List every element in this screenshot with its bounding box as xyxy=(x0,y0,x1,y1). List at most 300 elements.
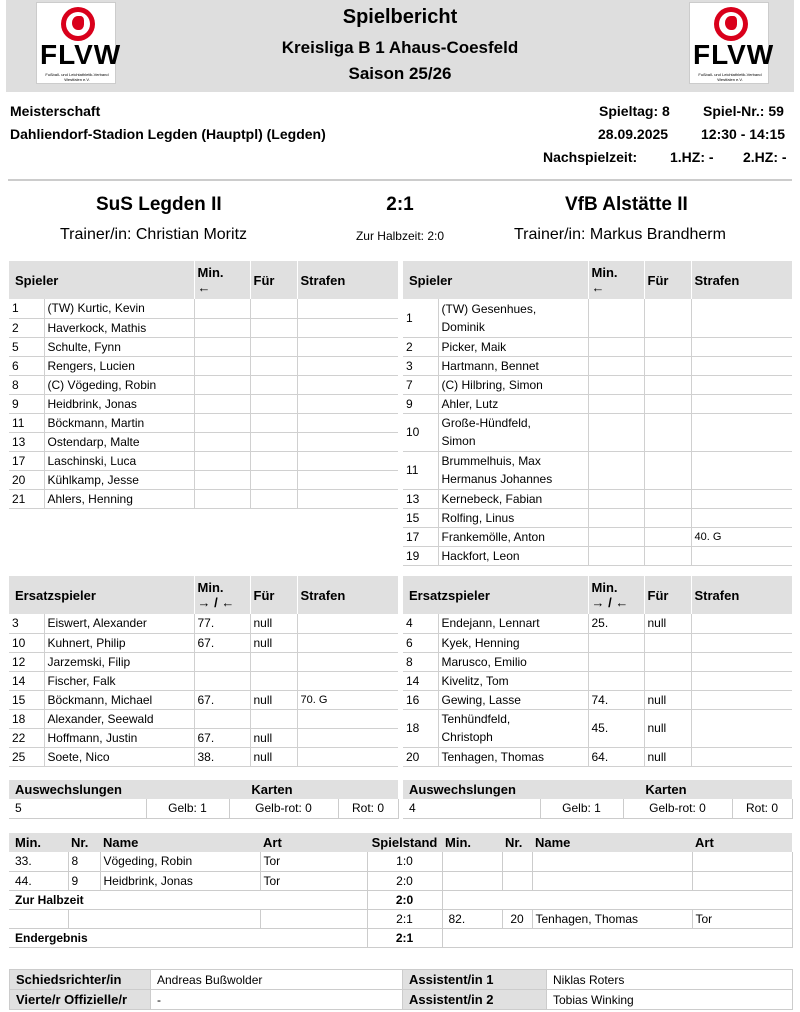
goal-minute: 33. xyxy=(9,852,68,871)
goal-type: Tor xyxy=(260,871,367,890)
player-number: 11 xyxy=(403,451,438,489)
player-minute xyxy=(194,394,250,413)
substitutions-count: 4 xyxy=(403,799,540,818)
player-row xyxy=(403,690,792,709)
player-row xyxy=(9,709,398,728)
player-penalty xyxy=(691,652,792,671)
player-penalty xyxy=(297,394,398,413)
officials-table xyxy=(9,969,793,1010)
player-for: null xyxy=(644,614,691,633)
player-penalty xyxy=(297,614,398,633)
final-row xyxy=(9,928,792,947)
player-penalty xyxy=(297,375,398,394)
player-for xyxy=(644,489,691,508)
player-for xyxy=(250,375,297,394)
player-row xyxy=(403,527,792,546)
player-number: 21 xyxy=(9,489,44,508)
cards-header: Karten xyxy=(540,780,792,799)
player-number: 1 xyxy=(403,299,438,337)
substitutions-header: Auswechslungen xyxy=(403,780,540,799)
player-minute xyxy=(588,394,644,413)
player-for xyxy=(250,299,297,318)
yellow-red-cards: Gelb-rot: 0 xyxy=(229,799,338,818)
player-for: null xyxy=(250,614,297,633)
player-row xyxy=(403,451,792,489)
min-header: Min. → / ← xyxy=(194,576,250,614)
player-name: (TW) Gesenhues, Dominik xyxy=(438,299,588,337)
cards-header: Karten xyxy=(146,780,398,799)
goal-row xyxy=(9,871,792,890)
player-for xyxy=(250,709,297,728)
away-players-table xyxy=(403,261,793,566)
player-row xyxy=(403,413,792,451)
player-minute xyxy=(588,375,644,394)
extra-time-second-half: 2.HZ: - xyxy=(743,149,787,165)
away-subs-table xyxy=(403,576,793,767)
player-number: 8 xyxy=(403,652,438,671)
player-row xyxy=(9,489,398,508)
player-number: 16 xyxy=(403,690,438,709)
player-row xyxy=(403,546,792,565)
player-row xyxy=(9,671,398,690)
player-for: null xyxy=(250,690,297,709)
player-name: Kyek, Henning xyxy=(438,633,588,652)
logo-subtext: Fußball- und Leichtathletik-Verband Westfalen e.V. xyxy=(45,72,109,82)
player-minute xyxy=(588,508,644,527)
player-name: Marusco, Emilio xyxy=(438,652,588,671)
referee-label: Schiedsrichter/in xyxy=(10,970,151,990)
player-penalty xyxy=(691,489,792,508)
goal-minute: 82. xyxy=(442,909,502,928)
player-for: null xyxy=(250,633,297,652)
substitutions-header: Auswechslungen xyxy=(9,780,146,799)
venue: Dahliendorf-Stadion Legden (Hauptpl) (Legden) xyxy=(10,126,326,142)
player-name: Hoffmann, Justin xyxy=(44,728,194,747)
player-minute xyxy=(194,356,250,375)
player-minute xyxy=(194,375,250,394)
player-minute: 74. xyxy=(588,690,644,709)
assistant2-label: Assistent/in 2 xyxy=(403,990,547,1010)
player-row xyxy=(9,728,398,747)
goal-nr-header: Nr. xyxy=(502,833,532,852)
player-minute xyxy=(194,671,250,690)
player-name: Böckmann, Martin xyxy=(44,413,194,432)
player-number: 14 xyxy=(403,671,438,690)
player-row xyxy=(403,652,792,671)
player-for xyxy=(250,413,297,432)
goal-score: 1:0 xyxy=(367,852,442,871)
player-for xyxy=(250,356,297,375)
player-number: 17 xyxy=(9,451,44,470)
penalties-header: Strafen xyxy=(297,576,398,614)
player-row xyxy=(403,337,792,356)
player-penalty xyxy=(691,508,792,527)
player-minute: 77. xyxy=(194,614,250,633)
player-penalty: 40. G xyxy=(691,527,792,546)
player-name: Haverkock, Mathis xyxy=(44,318,194,337)
player-minute xyxy=(194,432,250,451)
player-number: 20 xyxy=(403,747,438,766)
logo-text: FLVW xyxy=(40,39,122,70)
extra-time-first-half: 1.HZ: - xyxy=(670,149,714,165)
player-minute xyxy=(194,451,250,470)
player-for xyxy=(644,527,691,546)
player-row xyxy=(9,470,398,489)
player-minute: 25. xyxy=(588,614,644,633)
player-number: 13 xyxy=(9,432,44,451)
player-number: 8 xyxy=(9,375,44,394)
player-penalty xyxy=(691,356,792,375)
goal-player-number: 9 xyxy=(68,871,100,890)
player-minute xyxy=(194,413,250,432)
referee-name: Andreas Bußwolder xyxy=(151,970,403,990)
goal-row xyxy=(9,852,792,871)
goal-min-header: Min. xyxy=(442,833,502,852)
player-row xyxy=(403,375,792,394)
match-time: 12:30 - 14:15 xyxy=(701,126,786,142)
player-minute xyxy=(588,451,644,489)
player-for xyxy=(644,508,691,527)
goal-name-header: Name xyxy=(532,833,692,852)
player-name: Große-Hündfeld, Simon xyxy=(438,413,588,451)
goal-player-number: 8 xyxy=(68,852,100,871)
player-penalty xyxy=(297,432,398,451)
assistant1-name: Niklas Roters xyxy=(547,970,793,990)
match-date: 28.09.2025 xyxy=(598,126,669,142)
player-penalty xyxy=(297,671,398,690)
player-number: 25 xyxy=(9,747,44,766)
player-number: 9 xyxy=(9,394,44,413)
player-number: 2 xyxy=(403,337,438,356)
player-name: Kivelitz, Tom xyxy=(438,671,588,690)
goal-player-name: Vögeding, Robin xyxy=(100,852,260,871)
player-row xyxy=(9,299,398,318)
player-penalty xyxy=(297,489,398,508)
player-name: Endejann, Lennart xyxy=(438,614,588,633)
player-minute: 64. xyxy=(588,747,644,766)
player-penalty xyxy=(297,709,398,728)
player-name: Laschinski, Luca xyxy=(44,451,194,470)
assistant1-label: Assistent/in 1 xyxy=(403,970,547,990)
home-summary-table xyxy=(9,780,399,819)
home-team-name: SuS Legden II xyxy=(96,194,222,215)
player-for: null xyxy=(250,747,297,766)
player-for: null xyxy=(644,709,691,747)
halftime-row xyxy=(9,890,792,909)
player-name: Gewing, Lasse xyxy=(438,690,588,709)
player-number: 15 xyxy=(9,690,44,709)
player-number: 10 xyxy=(9,633,44,652)
goal-type: Tor xyxy=(692,909,792,928)
player-minute: 67. xyxy=(194,690,250,709)
player-number: 2 xyxy=(9,318,44,337)
player-minute: 38. xyxy=(194,747,250,766)
player-row xyxy=(9,633,398,652)
player-penalty xyxy=(297,633,398,652)
divider xyxy=(8,179,792,181)
player-penalty xyxy=(691,709,792,747)
player-name: Rolfing, Linus xyxy=(438,508,588,527)
player-number: 14 xyxy=(9,671,44,690)
player-name: Hackfort, Leon xyxy=(438,546,588,565)
player-penalty xyxy=(297,652,398,671)
player-number: 1 xyxy=(9,299,44,318)
player-name: (C) Hilbring, Simon xyxy=(438,375,588,394)
player-penalty xyxy=(297,318,398,337)
matchday: Spieltag: 8 xyxy=(599,103,670,119)
player-name: Brummelhuis, Max Hermanus Johannes xyxy=(438,451,588,489)
player-name: Hartmann, Bennet xyxy=(438,356,588,375)
goal-player-name: Tenhagen, Thomas xyxy=(532,909,692,928)
goal-player-number: 20 xyxy=(502,909,532,928)
player-for xyxy=(250,489,297,508)
player-name: Heidbrink, Jonas xyxy=(44,394,194,413)
player-penalty xyxy=(297,747,398,766)
penalties-header: Strafen xyxy=(691,261,792,299)
player-row xyxy=(9,413,398,432)
player-name: Kernebeck, Fabian xyxy=(438,489,588,508)
subs-header: Ersatzspieler xyxy=(9,576,194,614)
player-name: Tenhündfeld, Christoph xyxy=(438,709,588,747)
player-penalty xyxy=(691,671,792,690)
away-team-name: VfB Alstätte II xyxy=(565,194,688,215)
player-name: (C) Vögeding, Robin xyxy=(44,375,194,394)
player-penalty xyxy=(691,413,792,451)
player-row xyxy=(403,356,792,375)
player-minute xyxy=(588,489,644,508)
player-minute xyxy=(588,546,644,565)
player-for xyxy=(250,671,297,690)
red-cards: Rot: 0 xyxy=(338,799,398,818)
player-minute xyxy=(194,337,250,356)
goal-type: Tor xyxy=(260,852,367,871)
goal-min-header: Min. xyxy=(9,833,68,852)
player-for xyxy=(250,337,297,356)
red-cards: Rot: 0 xyxy=(732,799,792,818)
player-row xyxy=(9,652,398,671)
yellow-red-cards: Gelb-rot: 0 xyxy=(623,799,732,818)
final-score: 2:1 xyxy=(386,194,414,215)
player-row xyxy=(403,489,792,508)
assistant2-name: Tobias Winking xyxy=(547,990,793,1010)
player-number: 11 xyxy=(9,413,44,432)
player-number: 22 xyxy=(9,728,44,747)
goal-nr-header: Nr. xyxy=(68,833,100,852)
goal-type-header: Art xyxy=(692,833,792,852)
player-row xyxy=(9,432,398,451)
player-name: Kühlkamp, Jesse xyxy=(44,470,194,489)
player-penalty xyxy=(691,614,792,633)
yellow-cards: Gelb: 1 xyxy=(146,799,229,818)
player-row xyxy=(9,356,398,375)
player-for xyxy=(644,671,691,690)
player-for xyxy=(644,451,691,489)
goal-minute: 44. xyxy=(9,871,68,890)
player-minute: 67. xyxy=(194,633,250,652)
for-header: Für xyxy=(644,576,691,614)
player-number: 3 xyxy=(403,356,438,375)
player-number: 17 xyxy=(403,527,438,546)
player-penalty xyxy=(297,356,398,375)
min-header: Min. ← xyxy=(588,261,644,299)
player-for xyxy=(644,375,691,394)
halftime-score-value: 2:0 xyxy=(367,890,442,909)
player-penalty xyxy=(691,747,792,766)
player-row xyxy=(403,299,792,337)
player-for xyxy=(644,299,691,337)
player-name: Böckmann, Michael xyxy=(44,690,194,709)
halftime-label: Zur Halbzeit xyxy=(9,890,367,909)
player-row xyxy=(9,337,398,356)
player-minute xyxy=(194,709,250,728)
player-penalty xyxy=(691,633,792,652)
player-penalty xyxy=(297,728,398,747)
yellow-cards: Gelb: 1 xyxy=(540,799,623,818)
player-row xyxy=(9,690,398,709)
for-header: Für xyxy=(644,261,691,299)
goal-name-header: Name xyxy=(100,833,260,852)
player-name: Fischer, Falk xyxy=(44,671,194,690)
players-header: Spieler xyxy=(9,261,194,299)
player-for: null xyxy=(250,728,297,747)
player-row xyxy=(403,394,792,413)
player-minute xyxy=(588,413,644,451)
player-for xyxy=(250,652,297,671)
subs-header: Ersatzspieler xyxy=(403,576,588,614)
player-minute xyxy=(588,633,644,652)
player-number: 13 xyxy=(403,489,438,508)
player-for xyxy=(644,652,691,671)
min-header: Min. → / ← xyxy=(588,576,644,614)
player-penalty xyxy=(691,375,792,394)
player-for xyxy=(644,337,691,356)
player-penalty xyxy=(297,413,398,432)
penalties-header: Strafen xyxy=(297,261,398,299)
player-minute xyxy=(194,299,250,318)
player-for xyxy=(644,633,691,652)
player-number: 15 xyxy=(403,508,438,527)
player-row xyxy=(403,614,792,633)
player-minute xyxy=(588,671,644,690)
player-minute xyxy=(588,299,644,337)
player-number: 18 xyxy=(403,709,438,747)
player-row xyxy=(9,747,398,766)
player-name: Soete, Nico xyxy=(44,747,194,766)
goal-row xyxy=(9,909,792,928)
goals-table xyxy=(9,833,793,948)
player-name: Alexander, Seewald xyxy=(44,709,194,728)
player-penalty xyxy=(691,394,792,413)
player-name: Ahlers, Henning xyxy=(44,489,194,508)
goal-score: 2:1 xyxy=(367,909,442,928)
player-row xyxy=(9,375,398,394)
substitutions-count: 5 xyxy=(9,799,146,818)
player-penalty: 70. G xyxy=(297,690,398,709)
player-penalty xyxy=(691,690,792,709)
player-number: 20 xyxy=(9,470,44,489)
final-label: Endergebnis xyxy=(9,928,367,947)
for-header: Für xyxy=(250,261,297,299)
player-penalty xyxy=(691,546,792,565)
player-name: Picker, Maik xyxy=(438,337,588,356)
player-row xyxy=(403,709,792,747)
player-penalty xyxy=(691,337,792,356)
player-number: 9 xyxy=(403,394,438,413)
goal-score-header: Spielstand xyxy=(367,833,442,852)
player-for xyxy=(644,356,691,375)
player-number: 6 xyxy=(9,356,44,375)
home-subs-table xyxy=(9,576,399,767)
page-title: Spielbericht xyxy=(342,6,458,28)
min-header: Min. ← xyxy=(194,261,250,299)
player-penalty xyxy=(297,451,398,470)
player-for xyxy=(644,394,691,413)
goal-player-name: Heidbrink, Jonas xyxy=(100,871,260,890)
player-number: 19 xyxy=(403,546,438,565)
extra-time-label: Nachspielzeit: xyxy=(543,149,638,165)
fourth-official-label: Vierte/r Offizielle/r xyxy=(10,990,151,1010)
halftime-score: Zur Halbzeit: 2:0 xyxy=(355,229,445,243)
penalties-header: Strafen xyxy=(691,576,792,614)
player-name: Ahler, Lutz xyxy=(438,394,588,413)
player-minute xyxy=(194,652,250,671)
player-row xyxy=(9,394,398,413)
player-minute xyxy=(194,470,250,489)
player-number: 7 xyxy=(403,375,438,394)
competition: Meisterschaft xyxy=(10,103,101,119)
player-for: null xyxy=(644,747,691,766)
player-for: null xyxy=(644,690,691,709)
player-minute xyxy=(588,356,644,375)
player-number: 5 xyxy=(9,337,44,356)
player-penalty xyxy=(691,451,792,489)
fourth-official-name: - xyxy=(151,990,403,1010)
player-penalty xyxy=(297,470,398,489)
league-name: Kreisliga B 1 Ahaus-Coesfeld xyxy=(281,38,519,57)
player-number: 10 xyxy=(403,413,438,451)
player-number: 4 xyxy=(403,614,438,633)
player-for xyxy=(250,432,297,451)
player-number: 3 xyxy=(9,614,44,633)
player-minute xyxy=(588,652,644,671)
player-minute xyxy=(588,337,644,356)
player-minute xyxy=(588,527,644,546)
player-penalty xyxy=(691,299,792,337)
home-players-table xyxy=(9,261,399,509)
player-row xyxy=(9,614,398,633)
player-number: 6 xyxy=(403,633,438,652)
player-minute xyxy=(194,489,250,508)
player-name: Eiswert, Alexander xyxy=(44,614,194,633)
season: Saison 25/26 xyxy=(348,64,452,83)
player-row xyxy=(403,508,792,527)
player-for xyxy=(250,470,297,489)
player-minute xyxy=(194,318,250,337)
player-name: Rengers, Lucien xyxy=(44,356,194,375)
player-name: Kuhnert, Philip xyxy=(44,633,194,652)
goal-score: 2:0 xyxy=(367,871,442,890)
goal-type-header: Art xyxy=(260,833,367,852)
player-for xyxy=(644,546,691,565)
away-coach: Trainer/in: Markus Brandherm xyxy=(514,226,726,243)
players-header: Spieler xyxy=(403,261,588,299)
player-penalty xyxy=(297,337,398,356)
player-row xyxy=(9,451,398,470)
player-for xyxy=(250,394,297,413)
match-number: Spiel-Nr.: 59 xyxy=(703,103,784,119)
player-row xyxy=(403,747,792,766)
player-minute: 67. xyxy=(194,728,250,747)
